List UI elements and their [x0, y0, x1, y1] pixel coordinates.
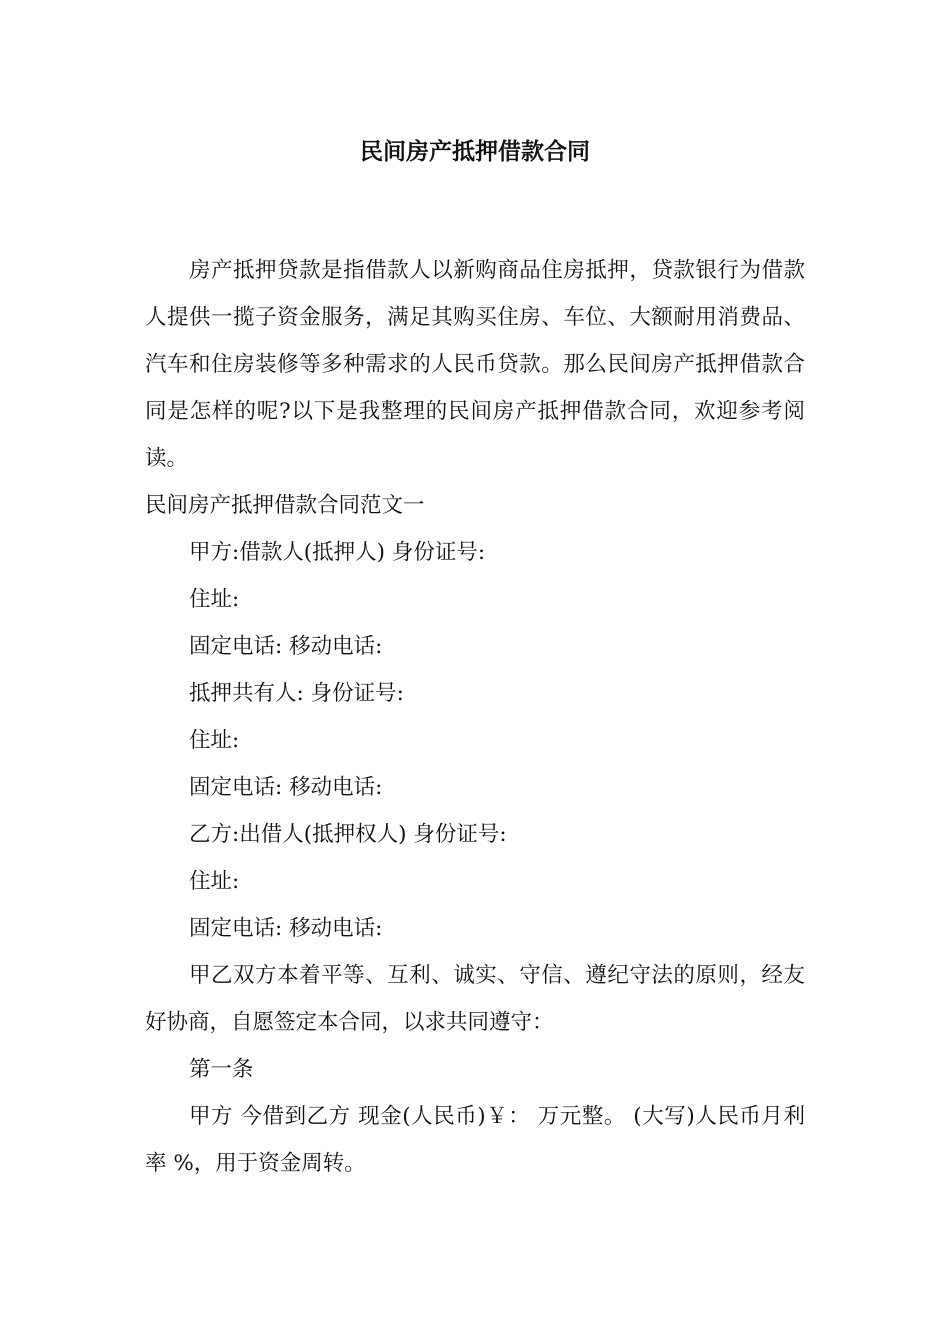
co-owner-phone-line: 固定电话: 移动电话:	[189, 775, 383, 800]
party-b-phone-line: 固定电话: 移动电话:	[189, 916, 383, 941]
co-owner-line: 抵押共有人: 身份证号:	[189, 681, 404, 706]
party-a-address-line: 住址:	[189, 587, 240, 612]
document-title: 民间房产抵押借款合同	[360, 139, 590, 165]
party-a-line: 甲方:借款人(抵押人) 身份证号:	[189, 540, 486, 565]
article-1-text: 甲方 今借到乙方 现金(人民币)￥： 万元整。 (大写)人民币月利率 %，用于资金周转。	[145, 1104, 805, 1176]
section-heading: 民间房产抵押借款合同范文一	[145, 493, 425, 518]
intro-paragraph: 房产抵押贷款是指借款人以新购商品住房抵押，贷款银行为借款人提供一揽子资金服务，满足其购买住房、车位、大额耐用消费品、汽车和住房装修等多种需求的人民币贷款。那么民间房产抵押借款合同是怎样的呢?以下是我整理的民间房产抵押借款合同，欢迎参考阅读。	[145, 258, 805, 471]
co-owner-address-line: 住址:	[189, 728, 240, 753]
article-1-heading: 第一条	[189, 1057, 254, 1082]
party-a-phone-line: 固定电话: 移动电话:	[189, 634, 383, 659]
principle-paragraph: 甲乙双方本着平等、互利、诚实、守信、遵纪守法的原则，经友好协商，自愿签定本合同，以求共同遵守：	[145, 963, 805, 1035]
party-b-line: 乙方:出借人(抵押权人) 身份证号:	[189, 822, 507, 847]
document-body	[145, 247, 805, 1187]
party-b-address-line: 住址:	[189, 869, 240, 894]
